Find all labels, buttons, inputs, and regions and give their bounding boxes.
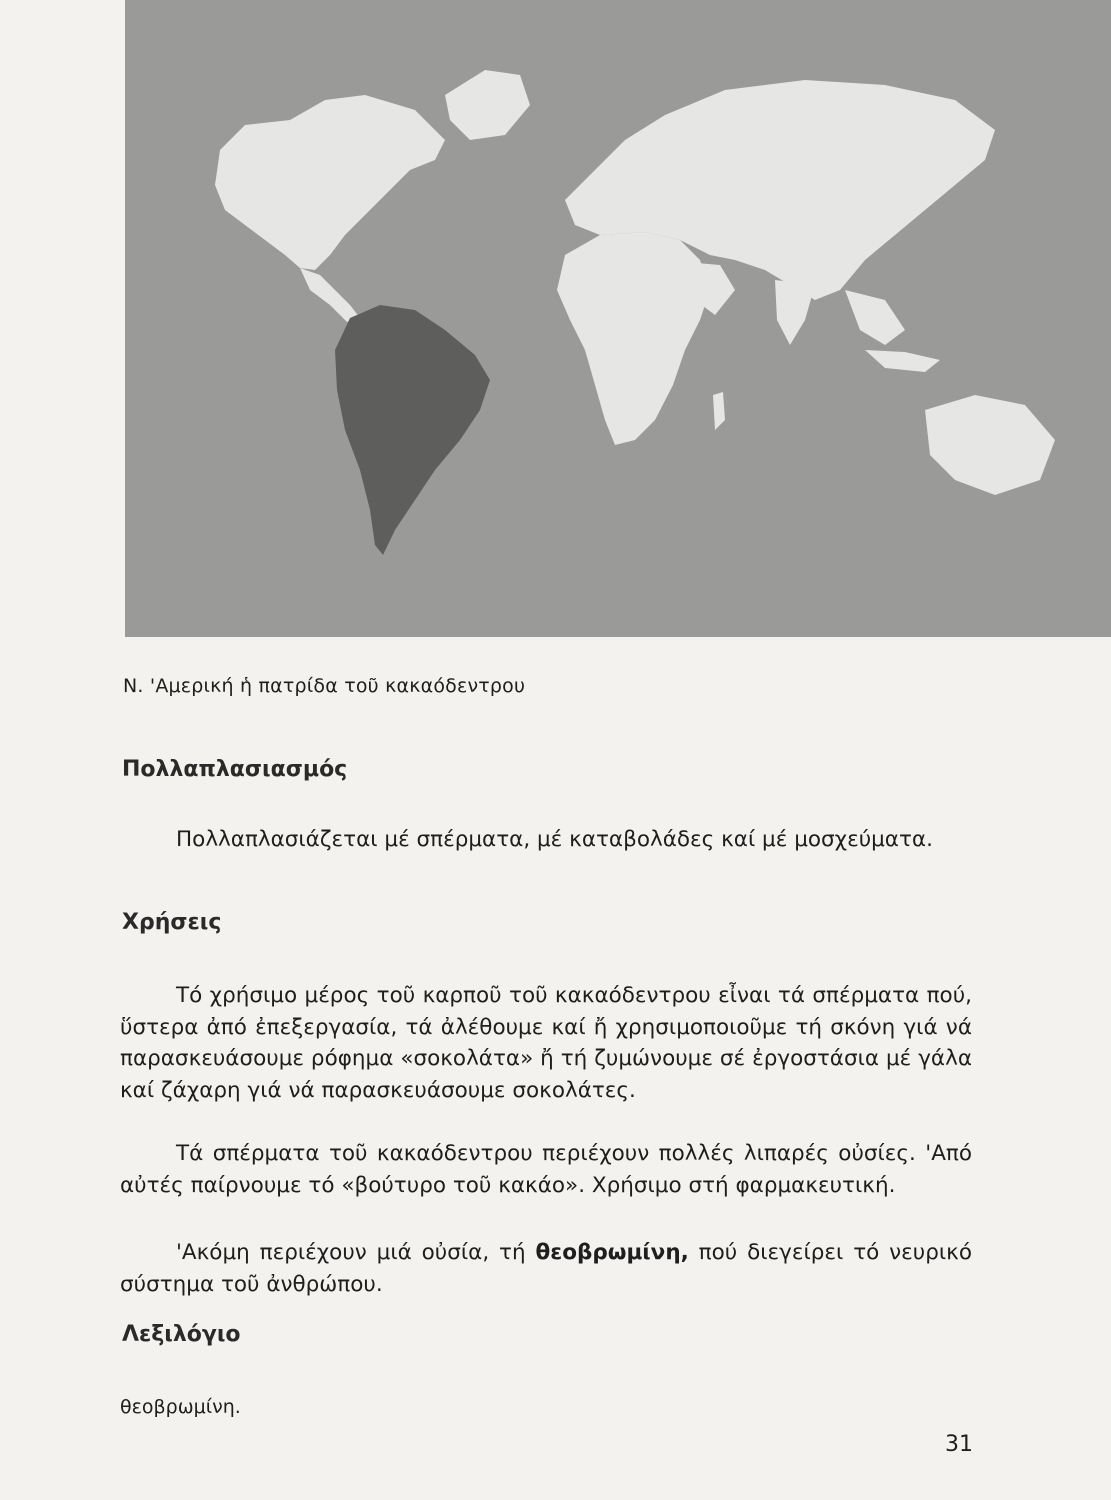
world-map-figure <box>125 0 1111 637</box>
paragraph-uses-3-start: 'Ακόμη περιέχουν μιά οὐσία, τή <box>176 1240 536 1265</box>
paragraph-uses-3 <box>120 1237 972 1300</box>
paragraph-uses-1: Τό χρήσιμο μέρος τοῦ καρποῦ τοῦ κακαόδεντρου εἶναι τά σπέρματα πού, ὕστερα ἀπό ἐπεξεργασία, τά ἀλέθουμε καί ἤ χρησιμοποιοῦμε τή σκόνη γιά νά παρασκευάσουμε ρόφημα «σοκολάτα» ἤ τή ζυμώνουμε σέ ἐργοστάσια μέ γάλα καί ζάχαρη γιά νά παρασκευάσουμε σοκολάτες. <box>120 983 972 1103</box>
heading-uses: Χρήσεις <box>122 910 222 935</box>
map-caption: Ν. 'Αμερική ἡ πατρίδα τοῦ κακαόδεντρου <box>123 675 526 697</box>
paragraph-uses-3-end: πού διεγείρει τό νευρικό σύστημα τοῦ ἀνθρώπου. <box>120 1240 972 1297</box>
heading-glossary: Λεξιλόγιο <box>122 1322 241 1347</box>
term-theobromine: θεοβρωμίνη, <box>535 1240 689 1265</box>
page-number: 31 <box>945 1432 973 1457</box>
glossary-term: θεοβρωμίνη. <box>120 1396 241 1418</box>
heading-propagation: Πολλαπλασιασμός <box>122 757 348 782</box>
world-map <box>125 0 1111 637</box>
paragraph-uses-2: Τά σπέρματα τοῦ κακαόδεντρου περιέχουν πολλές λιπαρές οὐσίες. 'Από αὐτές παίρνουμε τό «βούτυρο τοῦ κακάο». Χρήσιμο στή φαρμακευτική. <box>120 1141 972 1198</box>
paragraph-propagation: Πολλαπλασιάζεται μέ σπέρματα, μέ καταβολάδες καί μέ μοσχεύματα. <box>176 827 933 852</box>
